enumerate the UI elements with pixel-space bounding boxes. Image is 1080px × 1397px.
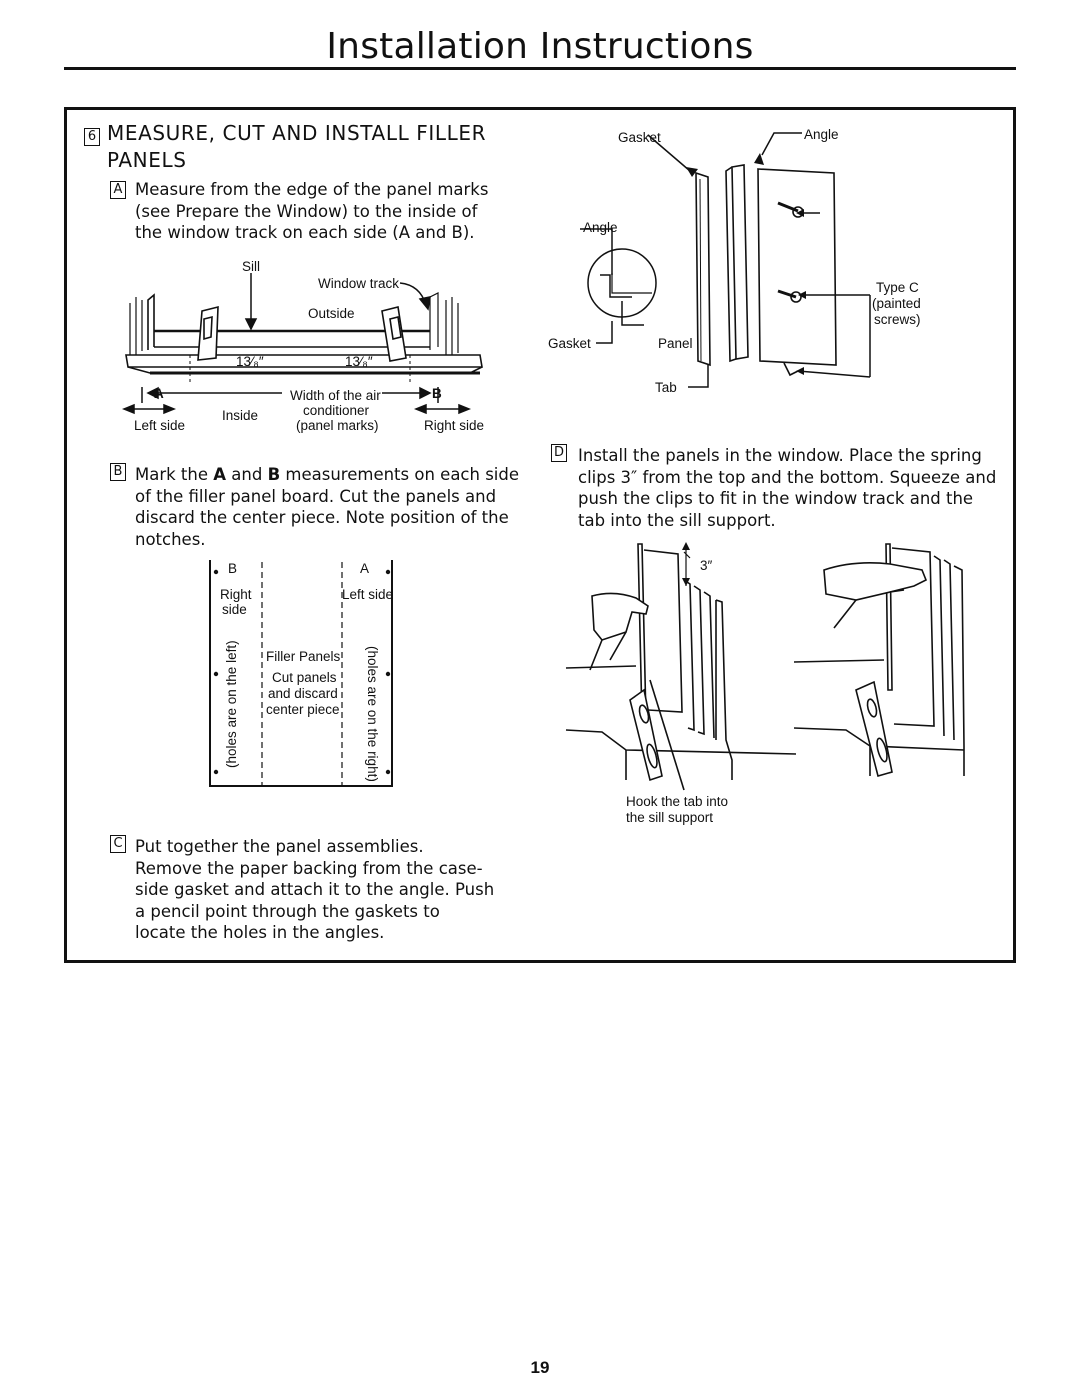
label-type-c-2: (painted [872, 296, 921, 311]
label-dim-right: 13⁄₈″ [345, 354, 373, 369]
page-title: Installation Instructions [326, 26, 754, 67]
label-type-c-3: screws) [874, 312, 921, 327]
step-c-letter: C [110, 835, 126, 853]
label-angle-mid: Angle [583, 220, 618, 235]
install-panel-figure-right [794, 540, 974, 790]
label-right: Right [220, 587, 252, 602]
section-title: MEASURE, CUT AND INSTALL FILLER PANELS [107, 121, 487, 172]
label-left-side: Left side [134, 418, 186, 433]
label-b-marker: B [432, 386, 442, 401]
label-holes-right: (holes are on the right) [365, 646, 380, 782]
label-cut-panels: Cut panels [272, 670, 337, 685]
label-gasket-top: Gasket [618, 130, 661, 145]
step-b-letter: B [110, 463, 126, 481]
label-a-marker: A [154, 386, 164, 401]
step-d-letter: D [551, 444, 567, 462]
step-d-text: Install the panels in the window. Place the spring clips 3″ from the top and the bottom. Squeeze and push the clips to fit in the window track and the tab into the sill support. [578, 446, 997, 530]
label-hook-tab-1: Hook the tab into [626, 794, 729, 809]
panel-assembly-figure [540, 125, 940, 395]
label-type-c-1: Type C [876, 280, 919, 295]
label-right-side: Right side [424, 418, 485, 433]
label-filler-panels: Filler Panels [266, 649, 341, 664]
label-hook-tab-2: the sill support [626, 810, 714, 825]
label-window-track: Window track [318, 276, 400, 291]
step-a-letter: A [110, 181, 126, 199]
label-sill: Sill [242, 259, 261, 274]
label-and-discard: and discard [268, 686, 338, 701]
step-b-text: Mark the A and B measurements on each side of the filler panel board. Cut the panels and discard the center piece. Note position of the notches. [135, 465, 520, 549]
label-panel-marks: (panel marks) [296, 418, 379, 433]
label-conditioner: conditioner [303, 403, 370, 418]
label-tab: Tab [655, 380, 677, 395]
label-center-piece: center piece [266, 702, 340, 717]
page-number: 19 [530, 1358, 550, 1377]
label-width: Width of the air [290, 388, 381, 403]
label-gasket-bottom: Gasket [548, 336, 591, 351]
label-panel-b: B [228, 561, 238, 576]
label-three-inches: 3″ [700, 558, 713, 573]
section-number-box: 6 [84, 128, 100, 146]
label-panel-left-side: Left side [342, 587, 394, 602]
label-outside: Outside [308, 306, 355, 321]
step-a-text: Measure from the edge of the panel marks (see Prepare the Window) to the inside of the window track on each side (A and B). [135, 180, 489, 242]
title-rule [64, 67, 1016, 70]
label-inside: Inside [222, 408, 259, 423]
label-side: side [222, 602, 247, 617]
label-holes-left: (holes are on the left) [224, 640, 239, 768]
label-panel: Panel [658, 336, 693, 351]
label-dim-left: 13⁄₈″ [236, 354, 264, 369]
label-panel-a: A [360, 561, 370, 576]
install-panel-figure-left [566, 540, 796, 790]
label-angle-top: Angle [804, 127, 839, 142]
step-c-text: Put together the panel assemblies. Remove the paper backing from the case-side gasket and attach it to the angle. Push a pencil point through the gaskets to locate the holes in the angles. [135, 837, 495, 942]
